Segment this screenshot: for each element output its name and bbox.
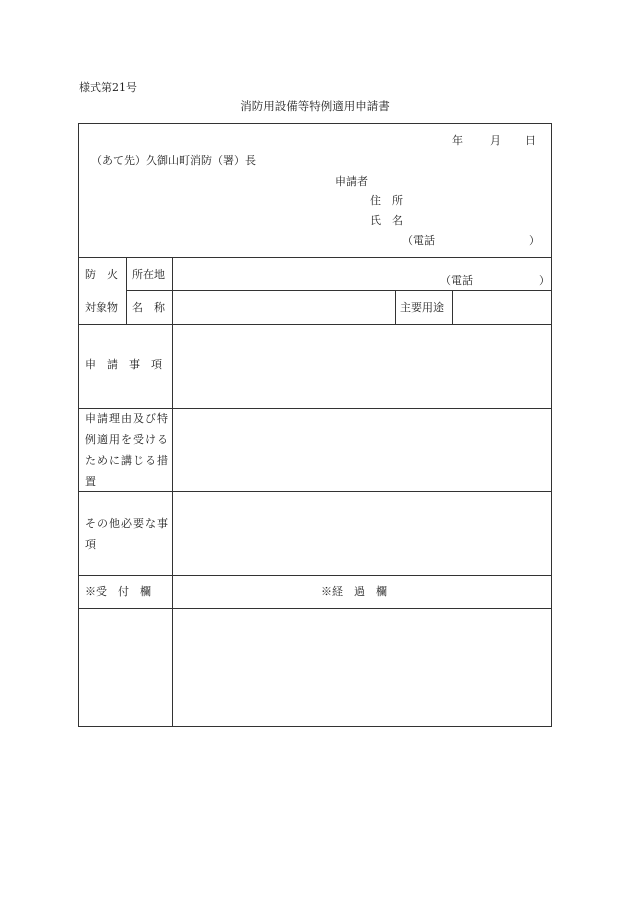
location-phone-open: （電話	[440, 274, 473, 287]
divider-line	[172, 257, 173, 726]
main-use-label: 主要用途	[400, 301, 444, 314]
divider-line	[79, 575, 551, 576]
fire-object-label-line1: 防 火	[85, 268, 118, 281]
divider-line	[126, 257, 127, 324]
divider-line	[452, 290, 453, 324]
date-day: 日	[525, 134, 536, 147]
applicant-label: 申請者	[335, 175, 368, 188]
date-month: 月	[490, 134, 501, 147]
form-title: 消防用設備等特例適用申請書	[240, 99, 390, 113]
progress-column-header: ※経 過 欄	[321, 585, 387, 598]
address-label: 住 所	[370, 194, 403, 207]
reception-column-header: ※受 付 欄	[85, 585, 151, 598]
phone-open: （電話	[402, 234, 435, 247]
reason-label: 申請理由及び特例適用を受けるために講じる措置	[85, 412, 169, 488]
phone-close: ）	[529, 234, 540, 247]
name-label: 氏 名	[370, 214, 403, 227]
divider-line	[79, 608, 551, 609]
fire-object-label-line2: 対象物	[85, 301, 118, 314]
name-field-label: 名 称	[132, 301, 165, 314]
divider-line	[126, 290, 551, 291]
application-form-table	[78, 123, 552, 727]
location-phone-close: ）	[539, 274, 550, 287]
location-label: 所在地	[132, 268, 165, 281]
date-year: 年	[452, 134, 463, 147]
divider-line	[79, 324, 551, 325]
other-matters-label: その他必要な事項	[85, 517, 169, 551]
divider-line	[395, 290, 396, 324]
form-number: 様式第21号	[79, 81, 137, 94]
addressee: （あて先）久御山町消防（署）長	[91, 154, 256, 167]
application-matter-label: 申 請 事 項	[85, 358, 162, 371]
divider-line	[79, 257, 551, 258]
